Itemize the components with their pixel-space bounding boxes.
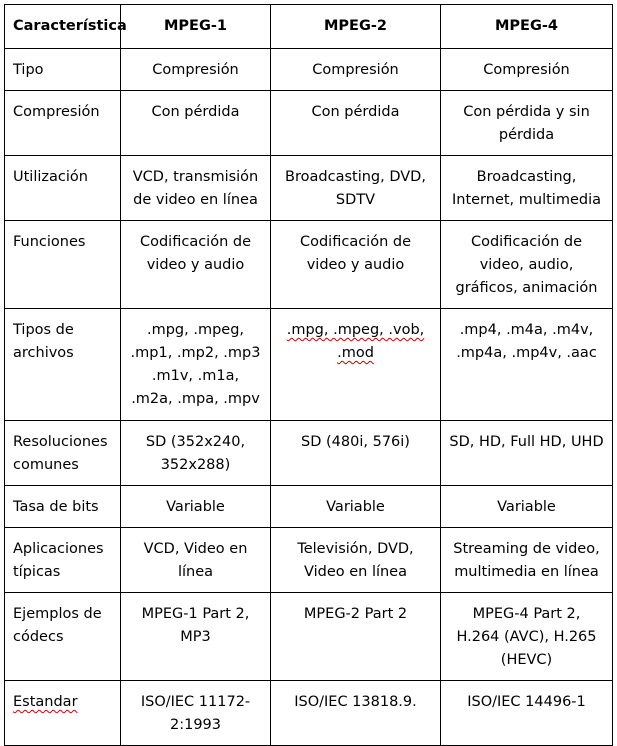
table-row [5,528,613,593]
cell-mpeg4: Compresión [441,49,613,91]
cell-mpeg4: MPEG-4 Part 2, H.264 (AVC), H.265 (HEVC) [441,593,613,681]
table-row [5,221,613,309]
cell-mpeg4: Streaming de video, multimedia en línea [441,528,613,593]
table-row [5,486,613,528]
cell-mpeg4: Codificación de video, audio, gráficos, animación [441,221,613,309]
cell-mpeg2: Compresión [271,49,441,91]
cell-mpeg1: Variable [121,486,271,528]
cell-mpeg1: SD (352x240, 352x288) [121,421,271,486]
row-label: Ejemplos de códecs [5,593,121,681]
cell-mpeg4: Con pérdida y sin pérdida [441,91,613,156]
cell-mpeg1: VCD, Video en línea [121,528,271,593]
table-row [5,156,613,221]
cell-mpeg2: Con pérdida [271,91,441,156]
cell-mpeg1: Codificación de video y audio [121,221,271,309]
cell-mpeg1: Con pérdida [121,91,271,156]
row-label: Aplicaciones típicas [5,528,121,593]
row-label: Tasa de bits [5,486,121,528]
cell-mpeg2: Broadcasting, DVD, SDTV [271,156,441,221]
header-caracteristica: Característica [5,5,121,49]
row-label: Tipo [5,49,121,91]
row-label: Estandar [5,681,121,746]
cell-mpeg4: ISO/IEC 14496-1 [441,681,613,746]
table-row [5,309,613,421]
cell-mpeg2: ISO/IEC 13818.9. [271,681,441,746]
cell-mpeg2: MPEG-2 Part 2 [271,593,441,681]
row-label: Resoluciones comunes [5,421,121,486]
header-row [5,5,613,49]
cell-mpeg4: .mp4, .m4a, .m4v, .mp4a, .mp4v, .aac [441,309,613,421]
row-label: Tipos de archivos [5,309,121,421]
cell-mpeg4: SD, HD, Full HD, UHD [441,421,613,486]
row-label: Funciones [5,221,121,309]
cell-mpeg1: .mpg, .mpeg, .mp1, .mp2, .mp3 .m1v, .m1a, .m2a, .mpa, .mpv [121,309,271,421]
comparison-table [4,4,613,746]
row-label: Utilización [5,156,121,221]
header-mpeg1: MPEG-1 [121,5,271,49]
cell-mpeg2: Televisión, DVD, Video en línea [271,528,441,593]
cell-mpeg4: Variable [441,486,613,528]
table-row [5,593,613,681]
cell-mpeg2: Codificación de video y audio [271,221,441,309]
header-mpeg4: MPEG-4 [441,5,613,49]
cell-mpeg1: VCD, transmisión de video en línea [121,156,271,221]
cell-mpeg1: Compresión [121,49,271,91]
header-mpeg2: MPEG-2 [271,5,441,49]
table-row [5,49,613,91]
cell-mpeg1: ISO/IEC 11172-2:1993 [121,681,271,746]
row-label: Compresión [5,91,121,156]
table-row [5,681,613,746]
cell-mpeg2: Variable [271,486,441,528]
table-row [5,421,613,486]
cell-mpeg1: MPEG-1 Part 2, MP3 [121,593,271,681]
cell-mpeg4: Broadcasting, Internet, multimedia [441,156,613,221]
table-row [5,91,613,156]
cell-mpeg2: .mpg, .mpeg, .vob, .mod [271,309,441,421]
cell-mpeg2: SD (480i, 576i) [271,421,441,486]
